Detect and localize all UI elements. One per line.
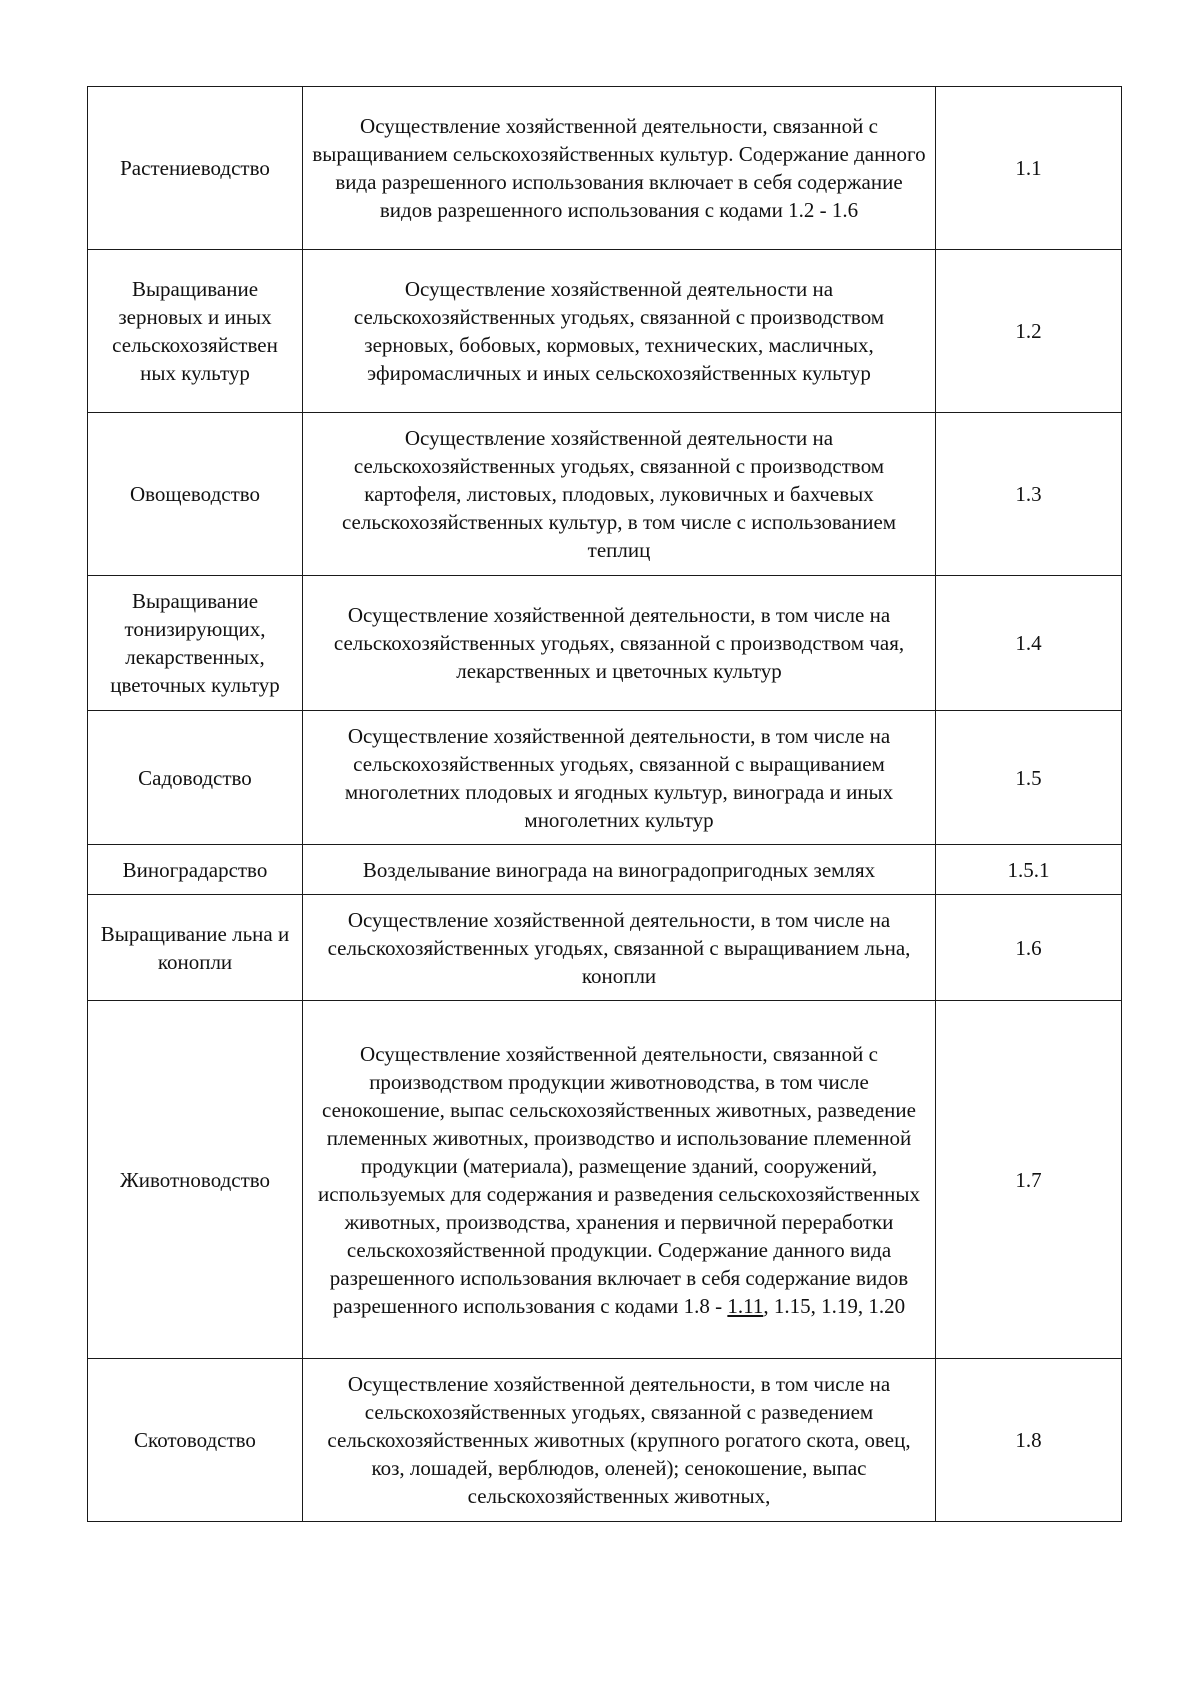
use-name-cell: Растениеводство: [88, 87, 303, 250]
table-row: [88, 576, 1122, 711]
use-code-cell: 1.7: [936, 1001, 1122, 1359]
use-code-cell: 1.6: [936, 895, 1122, 1001]
use-name-cell: Виноградарство: [88, 845, 303, 895]
use-description-cell: Осуществление хозяйственной деятельности, в том числе на сельскохозяйственных угодьях, связанной с производством чая, лекарственных и цветочных культур: [303, 576, 936, 711]
use-name-cell: Выращивание льна и конопли: [88, 895, 303, 1001]
use-code-cell: 1.5.1: [936, 845, 1122, 895]
land-use-table: [87, 86, 1122, 1522]
use-code-cell: 1.3: [936, 413, 1122, 576]
use-description-cell: Возделывание винограда на виноградопригодных землях: [303, 845, 936, 895]
use-code-cell: 1.2: [936, 250, 1122, 413]
use-code-cell: 1.8: [936, 1359, 1122, 1522]
use-description-cell: Осуществление хозяйственной деятельности на сельскохозяйственных угодьях, связанной с производством зерновых, бобовых, кормовых, технических, масличных, эфиромасличных и иных сельскохозяйственных культур: [303, 250, 936, 413]
use-name-cell: Скотоводство: [88, 1359, 303, 1522]
use-name-cell: Выращивание зерновых и иных сельскохозяйствен ных культур: [88, 250, 303, 413]
table-row: [88, 413, 1122, 576]
table-row: [88, 1359, 1122, 1522]
code-reference-link[interactable]: 1.11: [727, 1293, 764, 1318]
table-row: [88, 87, 1122, 250]
use-name-cell: Животноводство: [88, 1001, 303, 1359]
use-code-cell: 1.4: [936, 576, 1122, 711]
use-name-cell: Выращивание тонизирующих, лекарственных, цветочных культур: [88, 576, 303, 711]
use-code-cell: 1.5: [936, 711, 1122, 845]
use-name-cell: Овощеводство: [88, 413, 303, 576]
table-row: [88, 711, 1122, 845]
table-row: [88, 895, 1122, 1001]
use-code-cell: 1.1: [936, 87, 1122, 250]
use-description-cell: Осуществление хозяйственной деятельности на сельскохозяйственных угодьях, связанной с производством картофеля, листовых, плодовых, луковичных и бахчевых сельскохозяйственных культур, в том числе с использованием теплиц: [303, 413, 936, 576]
use-description-text: Осуществление хозяйственной деятельности, связанной с производством продукции животноводства, в том числе сенокошение, выпас сельскохозяйственных животных, разведение племенных животных, производство и использование племенной продукции (материала), размещение зданий, сооружений, используемых для содержания и разведения сельскохозяйственных животных, производства, хранения и первичной переработки сельскохозяйственной продукции. Содержание данного вида разрешенного использования включает в себя содержание видов разрешенного использования с кодами 1.8 -: [318, 1041, 920, 1318]
use-name-cell: Садоводство: [88, 711, 303, 845]
use-description-cell: [303, 1001, 936, 1359]
use-description-cell: Осуществление хозяйственной деятельности, в том числе на сельскохозяйственных угодьях, связанной с выращиванием многолетних плодовых и ягодных культур, винограда и иных многолетних культур: [303, 711, 936, 845]
use-description-cell: Осуществление хозяйственной деятельности, в том числе на сельскохозяйственных угодьях, связанной с выращиванием льна, конопли: [303, 895, 936, 1001]
use-description-cell: Осуществление хозяйственной деятельности, связанной с выращиванием сельскохозяйственных культур. Содержание данного вида разрешенного использования включает в себя содержание видов разрешенного использования с кодами 1.2 - 1.6: [303, 87, 936, 250]
table-row: [88, 250, 1122, 413]
table-row: [88, 845, 1122, 895]
use-description-cell: Осуществление хозяйственной деятельности, в том числе на сельскохозяйственных угодьях, связанной с разведением сельскохозяйственных животных (крупного рогатого скота, овец, коз, лошадей, верблюдов, оленей); сенокошение, выпас сельскохозяйственных животных,: [303, 1359, 936, 1522]
table-row: [88, 1001, 1122, 1359]
use-description-tail: , 1.15, 1.19, 1.20: [763, 1293, 906, 1318]
